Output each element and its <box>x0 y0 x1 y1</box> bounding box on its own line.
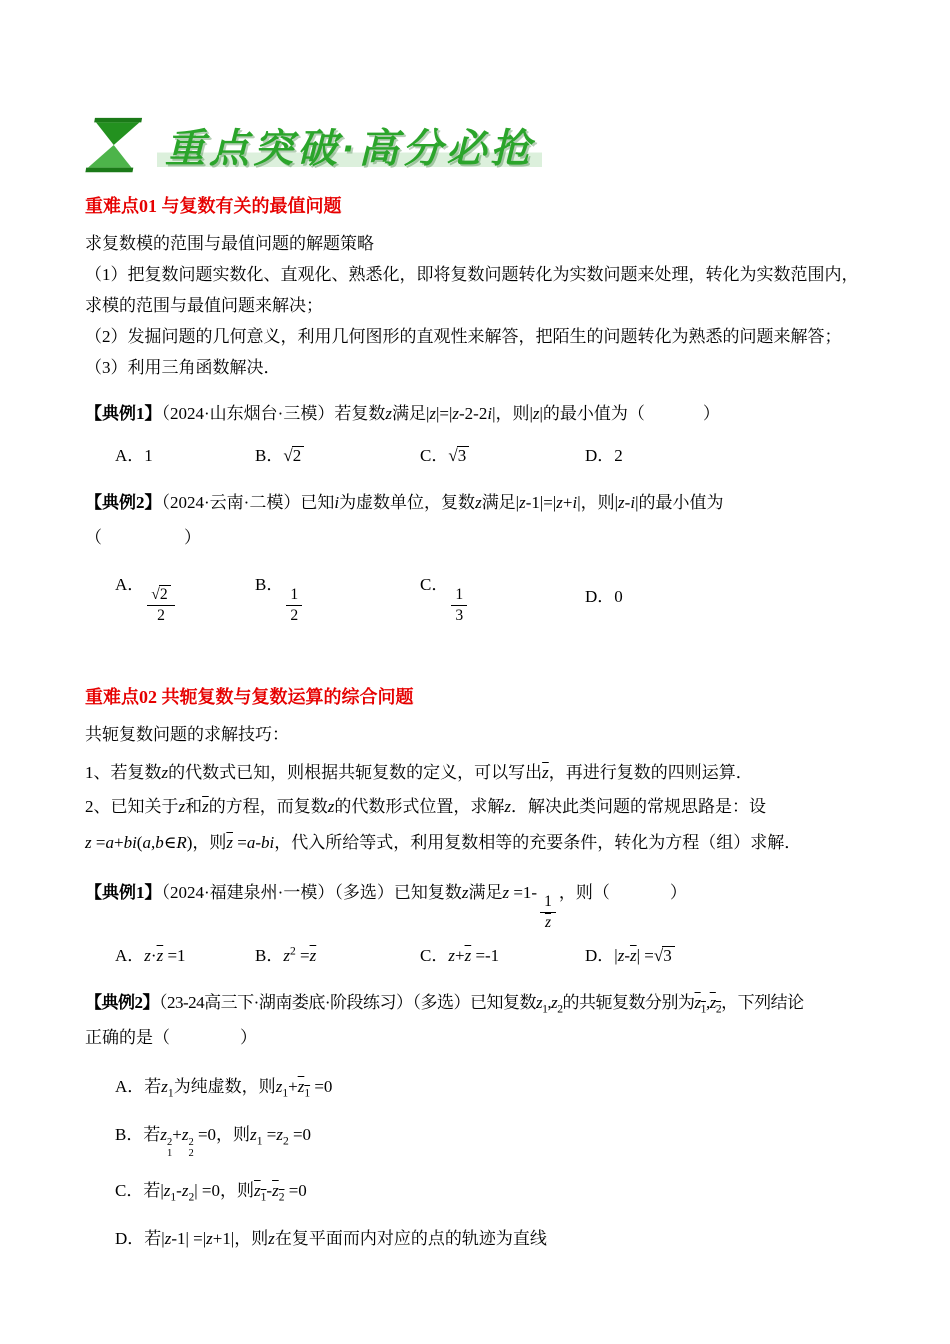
option-b: B． $\frac{1}{2}$ <box>255 569 420 625</box>
s2-example2-stem2: 正确的是（ ） <box>85 1028 257 1048</box>
s1-example1-stem: 【典例1】（2024·山东烟台·三模）若复数z满足|z|=|z-2-2i|，则|z|的最小值为（ ） <box>85 404 720 423</box>
tip-line-2b: z =a+bi(a,b∈R)，则$\overline{z} =a-bi$，代入所给等式，利用复数相等的充要条件，转化为方程（组）求解． <box>85 832 802 852</box>
s1-example2-options <box>85 569 867 625</box>
section1-heading: 重难点01 与复数有关的最值问题 <box>85 196 342 216</box>
section2-heading: 重难点02 共轭复数与复数运算的综合问题 <box>85 686 414 707</box>
option-c: C．$z+\overline{z} =-1$ <box>420 946 500 966</box>
option-d: D．$|z-\overline{z}| =√3$ <box>585 940 867 972</box>
option-c: C．若$|z_1-z_2| =0$，则$z_1-z_2 =0$ <box>115 1180 307 1204</box>
tip-line-2a: 2、已知关于z和$\overline{z}$的方程，而复数z的代数形式位置，求解z．解决此类问题的常规思路是：设 <box>85 796 766 816</box>
option-c: C． $\frac{1}{3}$ <box>420 569 585 625</box>
option-c: C．√3 <box>420 440 585 472</box>
strategy-line-1a: （1）把复数问题实数化、直观化、熟悉化，即将复数问题转化为实数问题来处理，转化为实数范围内， <box>85 265 859 284</box>
option-b: B．若z 2 1 +z 2 2 =0，则$z_1 =z_2 =0$ <box>115 1125 312 1159</box>
option-b: B．√2 <box>255 440 420 472</box>
option-a: A．1 <box>115 446 153 465</box>
s2-example1-options <box>85 940 867 972</box>
s1-example2-stem2: （ ） <box>85 528 201 547</box>
strategy-line-1b: 求模的范围与最值问题来解决； <box>85 296 323 315</box>
s1-example2-stem: 【典例2】（2024·云南·二模）已知i为虚数单位，复数z满足|z-1|=|z+i|，则|z-i|的最小值为 <box>85 493 724 512</box>
section1-intro: 求复数模的范围与最值问题的解题策略 <box>85 234 374 253</box>
strategy-line-3: （3）利用三角函数解决． <box>85 358 281 377</box>
option-d: D．2 <box>585 446 623 465</box>
s2-example2-stem: 【典例2】（23-24高三下·湖南娄底·阶段练习）（多选）已知复数$z_1,z_2$的共轭复数分别为$z_1,z_2$，下列结论 <box>85 993 804 1016</box>
option-a: A．若$z_1$为纯虚数，则$z_1+z_1 =0$ <box>115 1077 333 1100</box>
section2-intro: 共轭复数问题的求解技巧： <box>85 724 289 744</box>
option-b: B．$z^2 =\overline{z}$ <box>255 944 317 966</box>
tip-line-1: 1、若复数z的代数式已知，则根据共轭复数的定义，可以写出$\overline{z}$，再进行复数的四则运算． <box>85 762 753 782</box>
hourglass-logo-icon <box>85 115 143 175</box>
option-d: D．若|z-1| =|z+1|，则z在复平面而内对应的点的轨迹为直线 <box>115 1228 547 1248</box>
banner <box>85 112 867 178</box>
s2-example1-stem: 【典例1】（2024·福建泉州·一模）（多选）已知复数z满足z =1- $\frac{1}{z}$ ，则（ ） <box>85 882 687 932</box>
s1-example1-options <box>85 440 867 472</box>
option-d: D．0 <box>585 586 623 606</box>
s2-example2-options <box>85 1070 867 1255</box>
banner-title: 重点突破·高分必抢 <box>157 117 542 174</box>
option-a: A．$z\cdot\overline{z} =1$ <box>115 946 186 966</box>
option-a: A． $\frac{√2}{2}$ <box>115 569 255 625</box>
strategy-line-2: （2）发掘问题的几何意义，利用几何图形的直观性来解答，把陌生的问题转化为熟悉的问题来解答； <box>85 327 842 346</box>
